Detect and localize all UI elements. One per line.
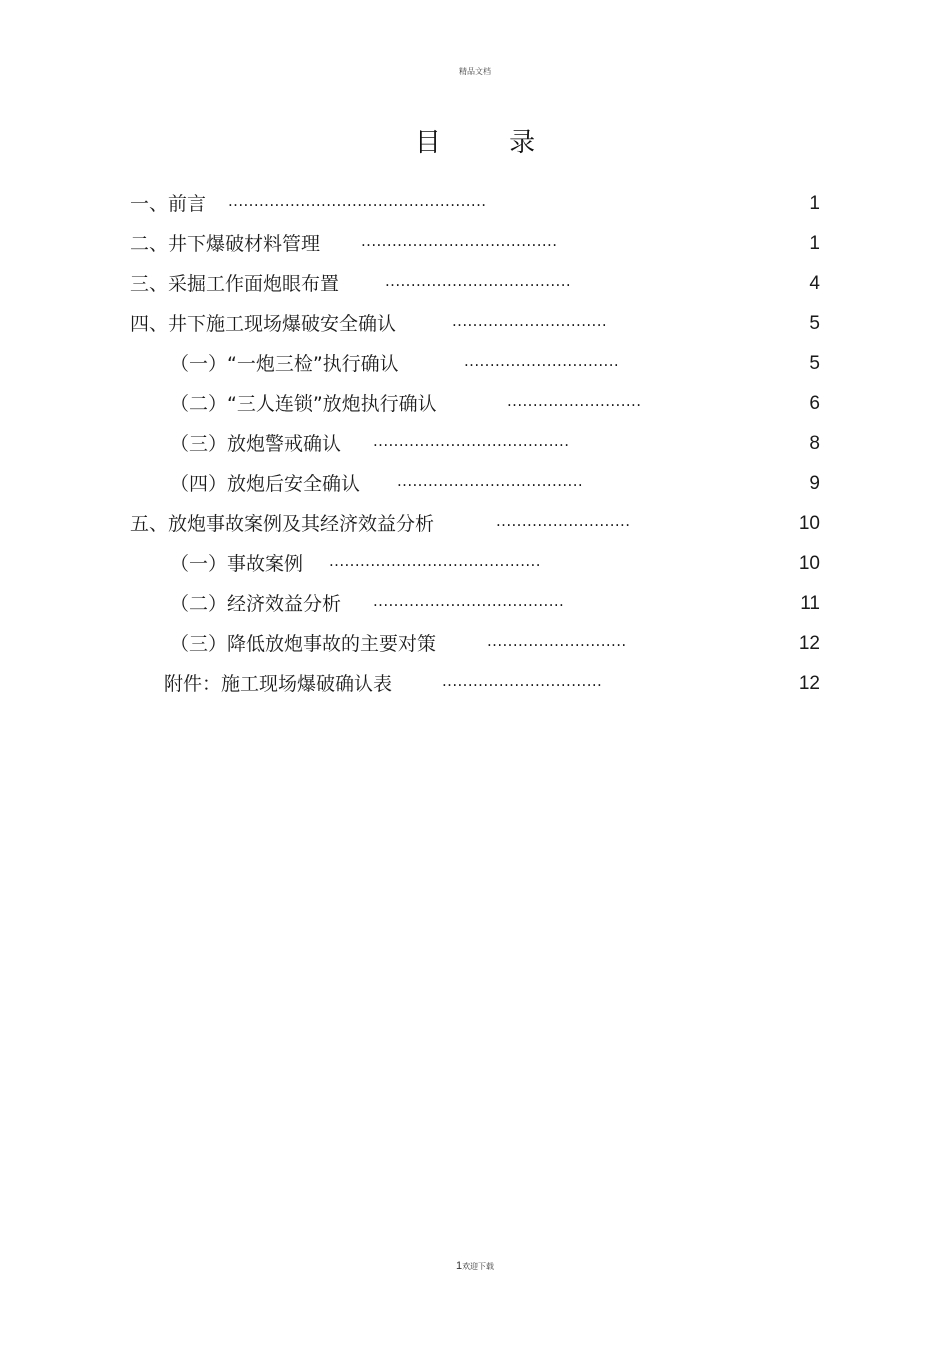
toc-entry[interactable] <box>0 664 950 704</box>
toc-entry-leader: ..................................... <box>373 592 565 610</box>
toc-entry-leader: .................................................. <box>228 192 487 210</box>
toc-entry[interactable] <box>0 624 950 664</box>
toc-entry-page: 12 <box>798 673 820 694</box>
toc-entry-leader: ...................................... <box>373 432 570 450</box>
toc-entry-label: 二、井下爆破材料管理 <box>130 233 321 255</box>
header-watermark: 精品文档 <box>459 67 491 76</box>
page-title: 目 录 <box>414 128 566 158</box>
toc-entry[interactable] <box>0 464 950 504</box>
page-number: 1 <box>455 1260 463 1272</box>
toc-entry-leader: .......................... <box>496 512 631 530</box>
toc-entry-label: 三、采掘工作面炮眼布置 <box>130 273 340 295</box>
toc-entry-leader: ............................... <box>442 672 603 690</box>
toc-entry-leader: ......................................... <box>329 552 541 570</box>
toc-entry-label: （一）“一炮三检”执行确认 <box>170 353 399 375</box>
toc-entry[interactable] <box>0 304 950 344</box>
toc-entry-page: 5 <box>809 313 820 334</box>
toc-entry[interactable] <box>0 504 950 544</box>
toc-entry-page: 1 <box>809 193 820 214</box>
toc-entry[interactable] <box>0 584 950 624</box>
toc-entry[interactable] <box>0 224 950 264</box>
toc-entry-page: 10 <box>798 553 820 574</box>
toc-entry-label: （三）放炮警戒确认 <box>170 433 342 455</box>
toc-entry-page: 10 <box>798 513 820 534</box>
toc-entry-leader: ........................... <box>487 632 627 650</box>
toc-entry[interactable] <box>0 184 950 224</box>
toc-entry-label: 五、放炮事故案例及其经济效益分析 <box>130 513 435 535</box>
toc-entry[interactable] <box>0 544 950 584</box>
toc-entry[interactable] <box>0 344 950 384</box>
toc-entry-label: （二）经济效益分析 <box>170 593 342 615</box>
toc-entry[interactable] <box>0 384 950 424</box>
toc-entry-page: 4 <box>809 273 820 294</box>
footer-text: 欢迎下载 <box>462 1262 495 1271</box>
page-footer <box>0 1260 950 1272</box>
toc-entry-leader: ...................................... <box>361 232 558 250</box>
toc-entry-page: 8 <box>809 433 820 454</box>
toc-entry-page: 9 <box>809 473 820 494</box>
toc-entry-leader: .................................... <box>385 272 572 290</box>
toc-entry-page: 12 <box>798 633 820 654</box>
toc-entry-page: 1 <box>809 233 820 254</box>
table-of-contents <box>0 184 950 704</box>
toc-entry-page: 11 <box>800 593 820 614</box>
toc-entry-page: 6 <box>809 393 820 414</box>
toc-entry-label: 四、井下施工现场爆破安全确认 <box>130 313 397 335</box>
toc-entry-label: （一）事故案例 <box>170 553 304 575</box>
toc-entry-label: （二）“三人连锁”放炮执行确认 <box>170 393 437 415</box>
toc-entry[interactable] <box>0 264 950 304</box>
toc-entry-leader: .......................... <box>507 392 642 410</box>
toc-entry-page: 5 <box>809 353 820 374</box>
toc-entry-leader: .............................. <box>464 352 620 370</box>
toc-entry[interactable] <box>0 424 950 464</box>
toc-entry-label: 附件：施工现场爆破确认表 <box>164 673 393 695</box>
toc-entry-label: （三）降低放炮事故的主要对策 <box>170 633 437 655</box>
toc-entry-label: （四）放炮后安全确认 <box>170 473 361 495</box>
toc-entry-leader: .............................. <box>452 312 608 330</box>
toc-entry-label: 一、前言 <box>130 193 207 215</box>
toc-entry-leader: .................................... <box>397 472 584 490</box>
